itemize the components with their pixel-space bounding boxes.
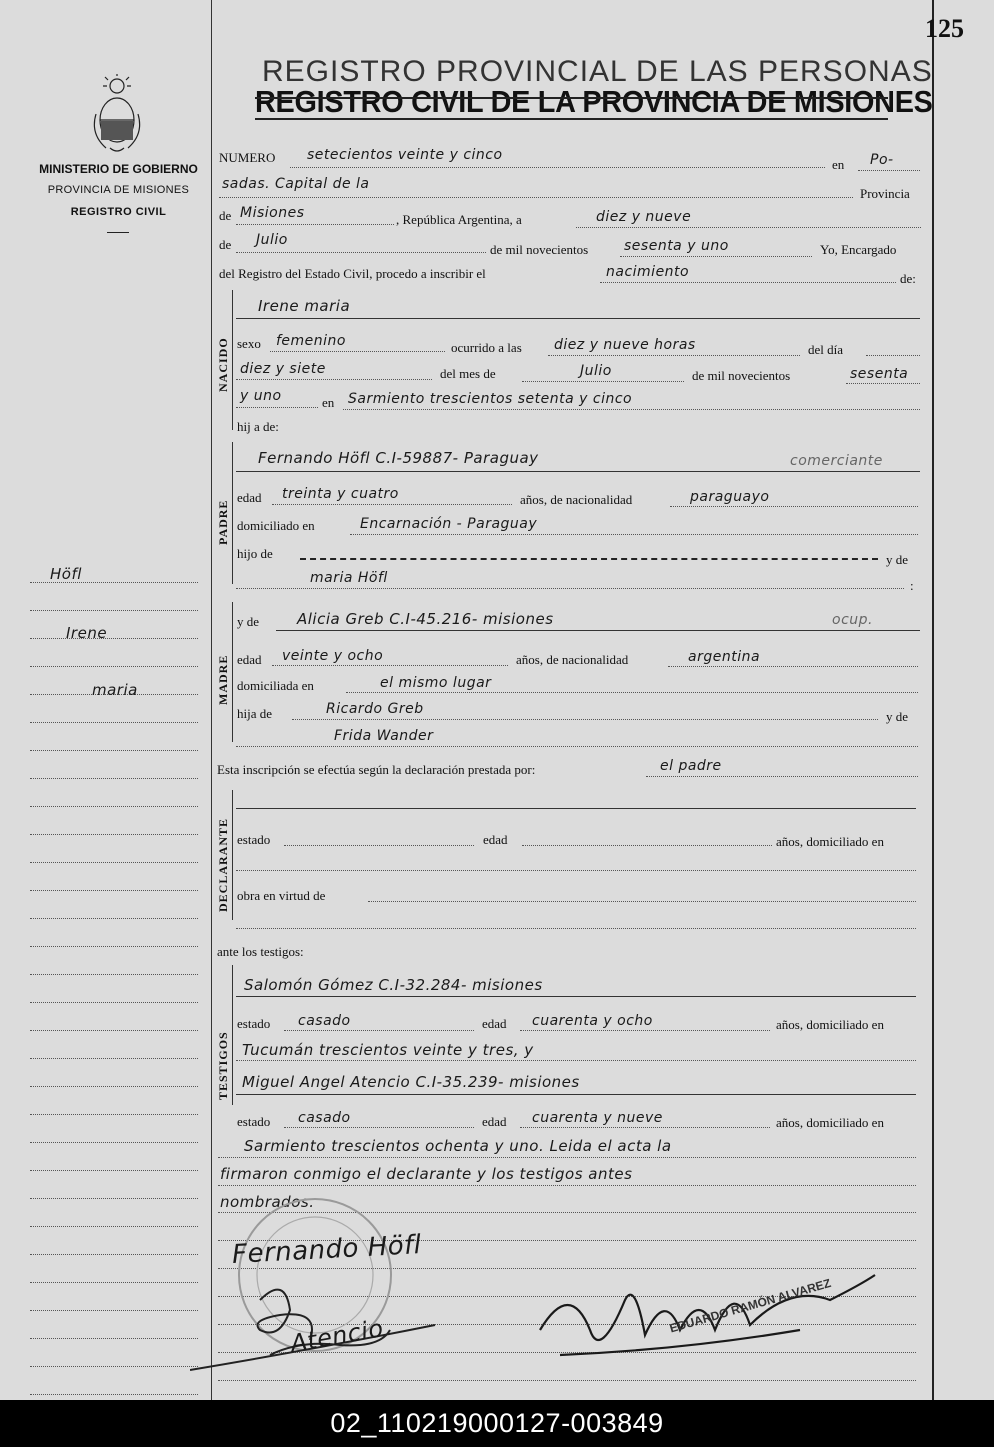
day-value: diez y nueve (596, 209, 692, 225)
t2-edad-value: cuarenta y nueve (532, 1110, 663, 1126)
margin-rule-line (30, 1002, 198, 1003)
margin-note-second-name: maria (92, 681, 138, 699)
ministry-line3: REGISTRO CIVIL (70, 206, 167, 218)
madre-domicilio-label: domiciliada en (237, 678, 314, 693)
t2-edad-label: edad (482, 1114, 507, 1129)
city-value: sadas. Capital de la (222, 176, 370, 192)
margin-rule-line (30, 806, 198, 807)
de-month-label: de (219, 237, 232, 252)
madre-padre-value: Ricardo Greb (326, 701, 424, 717)
madre-name-value: Alicia Greb C.I-45.216- misiones (297, 610, 554, 628)
madre-edad-value: veinte y ocho (282, 648, 384, 664)
margin-rule-line (30, 610, 198, 611)
padre-y-de-label: y de (886, 552, 909, 567)
nacido-year-value2: y uno (240, 388, 282, 404)
nacido-year-label: de mil novecientos (692, 368, 791, 383)
declarante-estado-label: estado (237, 832, 271, 847)
header-title-main: REGISTRO CIVIL DE LA PROVINCIA DE MISIONES (255, 84, 933, 119)
year-label: de mil novecientos (490, 242, 589, 257)
hora-value: diez y nueve horas (554, 337, 696, 353)
declarante-edad-label: edad (483, 832, 508, 847)
t2-name-value: Miguel Angel Atencio C.I-35.239- misiones (242, 1073, 580, 1091)
en-label: en (832, 157, 845, 172)
padre-hijo-strike (300, 558, 878, 560)
declarante-section-label: DECLARANTE (216, 817, 230, 912)
t1-domicilio-label: años, domiciliado en (776, 1017, 884, 1032)
margin-rule-line (30, 1142, 198, 1143)
header-title-top: REGISTRO PROVINCIAL DE LAS PERSONAS (262, 55, 933, 88)
registrar-stamp: EDUARDO RAMÓN ALVAREZ (668, 1275, 833, 1336)
testigos-section-label: TESTIGOS (216, 1031, 230, 1100)
padre-edad-value: treinta y cuatro (282, 486, 399, 502)
page-number: 125 (925, 14, 964, 43)
t2-domicilio-label: años, domiciliado en (776, 1115, 884, 1130)
t1-name-value: Salomón Gómez C.I-32.284- misiones (244, 976, 543, 994)
nacido-year-value: sesenta (850, 366, 909, 382)
ocurrido-label: ocurrido a las (451, 340, 522, 355)
en-value: Po- (870, 152, 894, 168)
closing-line1: firmaron conmigo el declarante y los testigos antes (220, 1165, 633, 1183)
hija-label: hij a de: (237, 419, 279, 434)
t1-estado-value: casado (298, 1013, 351, 1029)
provincia-label: Provincia (860, 186, 910, 201)
del-dia-label: del día (808, 342, 844, 357)
declaracion-value: el padre (660, 758, 722, 774)
madre-nacionalidad-value: argentina (688, 649, 761, 665)
lugar-value: Sarmiento trescientos setenta y cinco (348, 391, 633, 407)
declarante-domicilio-label: años, domiciliado en (776, 834, 884, 849)
year-value: sesenta y uno (624, 238, 729, 254)
month-value: Julio (256, 232, 288, 248)
signature-atencio: Atencio (288, 1314, 386, 1358)
margin-rule-line (30, 862, 198, 863)
signature-father: Fernando Höfl (231, 1230, 423, 1270)
right-edge-line (932, 0, 934, 1400)
padre-anos-label: años, de nacionalidad (520, 492, 633, 507)
margin-rule-line (30, 1114, 198, 1115)
mes-label: del mes de (440, 366, 496, 381)
margin-rule-line (30, 946, 198, 947)
madre-edad-label: edad (237, 652, 262, 667)
margin-rule-line (30, 778, 198, 779)
republica-label: , República Argentina, a (396, 212, 522, 227)
padre-hijo-label: hijo de (237, 546, 273, 561)
ministry-divider (107, 232, 129, 233)
padre-nacionalidad-value: paraguayo (690, 489, 770, 505)
mes-value: Julio (580, 363, 612, 379)
sexo-value: femenino (276, 333, 346, 349)
madre-anos-label: años, de nacionalidad (516, 652, 629, 667)
margin-divider (211, 0, 212, 1400)
declarante-obra-label: obra en virtud de (237, 888, 326, 903)
header-strike-1 (255, 97, 888, 99)
t1-estado-label: estado (237, 1016, 271, 1031)
margin-rule-line (30, 1310, 198, 1311)
margin-rule-line (30, 1226, 198, 1227)
coat-of-arms-icon (88, 74, 146, 156)
dia-value: diez y siete (240, 361, 326, 377)
padre-section-label: PADRE (216, 499, 230, 545)
margin-rule-line (30, 1282, 198, 1283)
margin-note-first-name: Irene (66, 624, 108, 642)
numero-label: NUMERO (219, 150, 276, 165)
margin-rule-line (30, 834, 198, 835)
act-value: nacimiento (606, 264, 690, 280)
margin-rule-line (30, 666, 198, 667)
t1-domicilio-value: Tucumán trescientos veinte y tres, y (242, 1041, 534, 1059)
de-colon-label: de: (900, 271, 916, 286)
madre-margin-value: ocup. (832, 612, 873, 628)
nacido-en-label: en (322, 395, 335, 410)
padre-edad-label: edad (237, 490, 262, 505)
padre-name-value: Fernando Höfl C.I-59887- Paraguay (258, 449, 539, 467)
margin-rule-line (30, 974, 198, 975)
padre-domicilio-label: domiciliado en (237, 518, 315, 533)
margin-rule-line (30, 1254, 198, 1255)
margin-rule-line (30, 1058, 198, 1059)
testigos-intro: ante los testigos: (217, 944, 304, 959)
t1-edad-value: cuarenta y ocho (532, 1013, 653, 1029)
margin-rule-line (30, 1338, 198, 1339)
madre-y-de-label: y de (237, 614, 260, 629)
margin-rule-line (30, 722, 198, 723)
padre-colon: : (910, 578, 914, 593)
margin-rule-line (30, 1086, 198, 1087)
ministry-line1: MINISTERIO DE GOBIERNO (39, 162, 198, 176)
header-strike-2 (255, 118, 888, 120)
margin-rule-line (30, 1030, 198, 1031)
margin-rule-line (30, 638, 198, 639)
province-value: Misiones (240, 205, 305, 221)
margin-rule-line (30, 890, 198, 891)
madre-domicilio-value: el mismo lugar (380, 675, 492, 691)
padre-margin-value: comerciante (790, 453, 883, 469)
declaracion-label: Esta inscripción se efectúa según la declaración prestada por: (217, 762, 536, 777)
nacido-section-label: NACIDO (216, 337, 230, 392)
numero-value: setecientos veinte y cinco (307, 147, 503, 163)
t2-domicilio-value: Sarmiento trescientos ochenta y uno. Leida el acta la (244, 1137, 672, 1155)
madre-section-label: MADRE (216, 654, 230, 705)
closing-line2: nombrados. (220, 1193, 315, 1211)
encargado-label: Yo, Encargado (820, 242, 897, 257)
margin-rule-line (30, 1394, 198, 1395)
de-label: de (219, 208, 232, 223)
footer-code: 02_110219000127-003849 (0, 1400, 994, 1447)
sexo-label: sexo (237, 336, 261, 351)
margin-note-surname: Höfl (50, 565, 82, 583)
padre-madre-value: maria Höfl (310, 570, 388, 586)
ministry-line2: PROVINCIA DE MISIONES (47, 184, 190, 196)
madre-hija-label: hija de (237, 706, 273, 721)
nacido-name-value: Irene maria (258, 297, 351, 315)
margin-rule-line (30, 1170, 198, 1171)
registro-label: del Registro del Estado Civil, procedo a inscribir el (219, 266, 486, 281)
madre-y-de-label2: y de (886, 709, 909, 724)
t2-estado-label: estado (237, 1114, 271, 1129)
margin-rule-line (30, 918, 198, 919)
padre-domicilio-value: Encarnación - Paraguay (360, 516, 538, 532)
t1-edad-label: edad (482, 1016, 507, 1031)
margin-rule-line (30, 1366, 198, 1367)
t2-estado-value: casado (298, 1110, 351, 1126)
margin-rule-line (30, 750, 198, 751)
madre-madre-value: Frida Wander (334, 728, 434, 744)
margin-rule-line (30, 1198, 198, 1199)
